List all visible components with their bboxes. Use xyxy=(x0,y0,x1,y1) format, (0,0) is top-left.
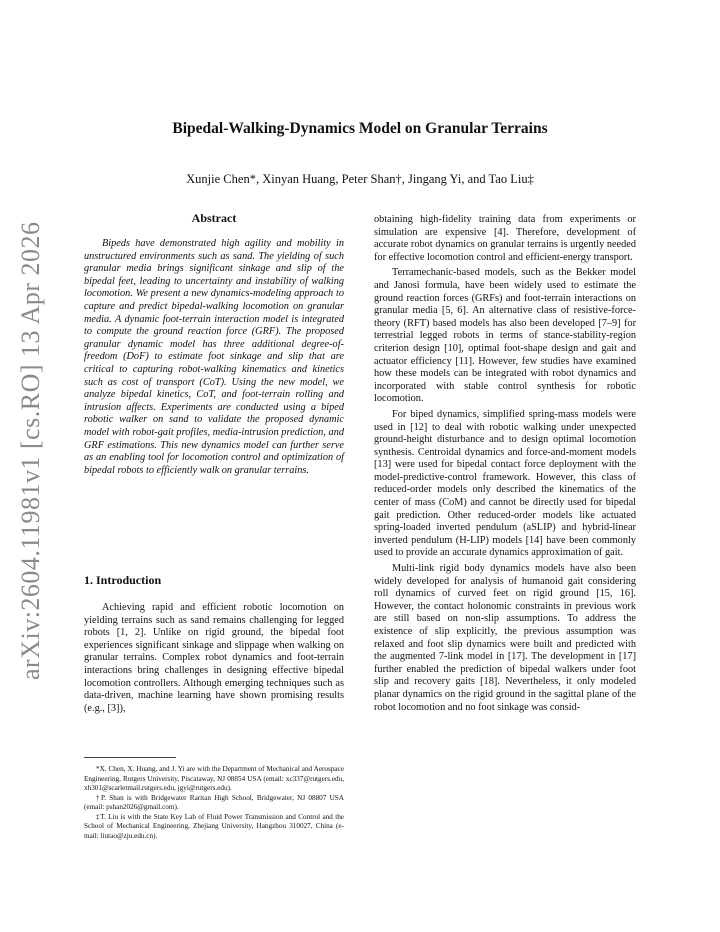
paper-title: Bipedal-Walking-Dynamics Model on Granular Terrains xyxy=(172,120,548,137)
footnotes xyxy=(84,765,344,841)
introduction-paragraph: Achieving rapid and efficient robotic locomotion on yielding terrains such as sand remains challenging for legged robots [1, 2]. Unlike on rigid ground, the bipedal foot experiences significant sinkage and slippage when walking on granular terrains. Complex robot dynamics and foot-terrain interactions bring challenges in designing effective bipedal locomotion controllers. Although emerging techniques such as data-driven, machine learning have shown promising results (e.g., [3]), xyxy=(84,602,344,714)
right-paragraph-1: obtaining high-fidelity training data from experiments or simulation are expensive [4]. Therefore, development of accurate robot dynamics on granular terrains is urgently needed for effective locomotion control and efficient-energy transport. xyxy=(374,214,636,263)
section-heading-introduction: 1. Introduction xyxy=(84,573,162,587)
right-paragraph-2: Terramechanic-based models, such as the Bekker model and Janosi formula, have been widely used to estimate the ground reaction forces (GRFs) and foot-terrain interactions on granular media [5, 6]. An alternative class of resistive-force-theory (RFT) based models has also been developed [7–9] for terrestrial legged robots in terms of stance-stability-region criterion design [10], optimal foot-shape design and gait and actuator efficiency [11]. However, few studies have examined how these models can be integrated with robot dynamics and incorporated with stable control synthesis for robotic locomotion. xyxy=(374,267,636,405)
footnote-3: ‡T. Liu is with the State Key Lab of Fluid Power Transmission and Control and the School of Mechanical Engineering, Zhejiang University, Hangzhou 310027, China (e-mail: liutao@zju.edu.cn). xyxy=(84,812,344,840)
right-paragraph-3: For biped dynamics, simplified spring-mass models were used in [12] to deal with robotic walking under unexpected ground-height disturbance and to design optimal locomotion synthesis. Centroidal dynamics and force-and-moment models [13] were used for bipedal contact force deployment with the model-predictive-control framework. However, this class of reduced-order models only described the kinematics of the center of mass (CoM) and cannot be directly used for bipedal gait prediction. Other reduced-order models like actuated spring-loaded inverted pendulum (aSLIP) and hybrid-linear inverted pendulum (H-LIP) models [14] have been commonly used to provide an accurate dynamics approximation of gait. xyxy=(374,408,636,559)
footnote-divider xyxy=(84,757,176,758)
footnote-1: *X. Chen, X. Huang, and J. Yi are with the Department of Mechanical and Aerospace Engineering, Rutgers University, Piscataway, NJ 08854 USA (email: xc337@rutgers.edu, xh301@scarletmail.rutgers.edu, jgyi@rutgers.edu). xyxy=(84,765,344,792)
abstract-text: Bipeds have demonstrated high agility and mobility in unstructured environments such as sand. The yielding of such granular media brings significant sinkage and slip of the bipedal feet, leading to uncertainty and instability of walking locomotion. We present a new dynamics-modeling approach to capture and predict bipedal-walking locomotion on granular media. A dynamic foot-terrain interaction model is integrated to compute the ground reaction force (GRF). The proposed granular dynamic model has three additional degree-of-freedom (DoF) to estimate foot sinkage and slip that are critical to capturing robot-walking kinematics and kinetics such as cost of transport (CoT). Using the new model, we analyze bipedal kinetics, CoT, and foot-terrain rolling and intrusion affects. Experiments are conducted using a biped robotic walker on sand to validate the proposed dynamic model with robot-gait profiles, media-intrusion prediction, and GRF estimations. This new dynamics model can further serve as an enabling tool for locomotion control and optimization of bipedal robots to efficiently walk on granular terrains. xyxy=(84,238,344,476)
right-column xyxy=(374,214,636,717)
footnote-2: †P. Shan is with Bridgewater Raritan High School, Bridgewater, NJ 08807 USA (email: pshan2026@gmail.com). xyxy=(84,793,344,811)
abstract-heading: Abstract xyxy=(191,211,237,225)
author-list: Xunjie Chen*, Xinyan Huang, Peter Shan†, Jingang Yi, and Tao Liu‡ xyxy=(186,172,534,186)
right-paragraph-4: Multi-link rigid body dynamics models have also been widely developed for analysis of humanoid gait considering roll dynamics of curved feet on rigid ground [15, 16]. However, the contact holonomic constraints in previous work are still based on non-slip assumptions. To address the existence of slip explicitly, the previous assumption was relaxed and foot slip dynamics were built and predicted with the augmented 7-link model in [17]. The development in [17] further enabled the prediction of bipedal walkers under foot slip and recovery gaits [18]. Nevertheless, it only modeled planar dynamics on the rigid ground in the sagittal plane of the robot locomotion and no foot sinkage was consid- xyxy=(374,563,636,713)
arxiv-identifier: arXiv:2604.11981v1 [cs.RO] 13 Apr 2026 xyxy=(16,221,45,680)
